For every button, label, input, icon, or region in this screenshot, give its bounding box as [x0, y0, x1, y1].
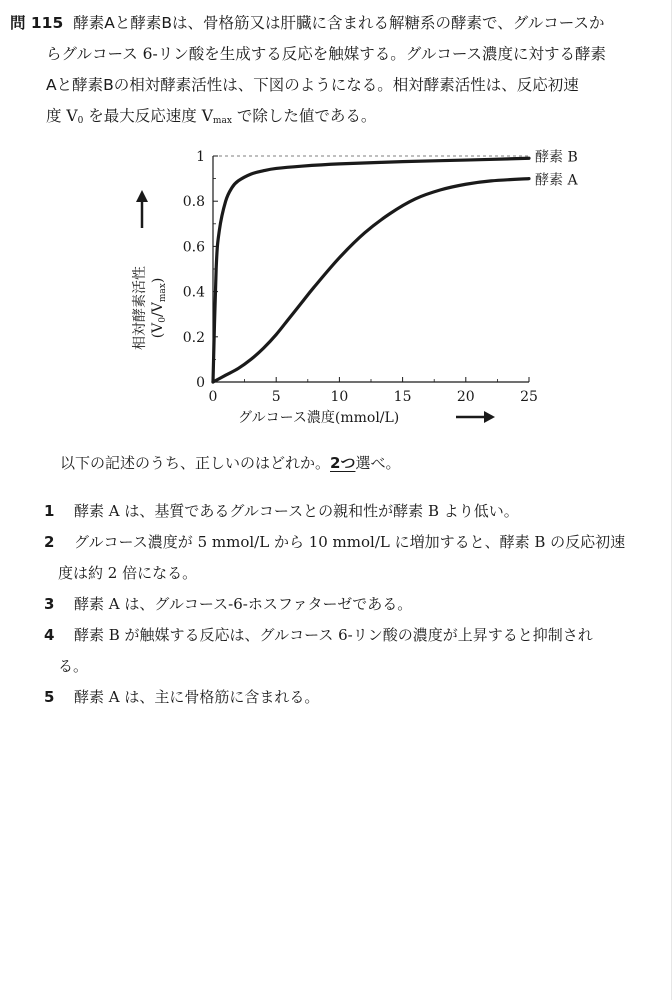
y-axis-label-main: 相対酵素活性	[132, 266, 148, 350]
y-tick-label: 1	[196, 149, 205, 165]
option-5[interactable]	[44, 682, 664, 713]
option-text: 酵素 A は、主に骨格筋に含まれる。	[74, 688, 320, 706]
option-text: 酵素 A は、グルコース-6-ホスファターゼである。	[74, 595, 413, 613]
x-axis-arrow	[456, 411, 495, 423]
stem-text: と酵素	[56, 76, 104, 94]
instruction-text: 以下の記述のうち、正しいのはどれか。	[60, 454, 331, 472]
x-tick-label: 15	[393, 389, 412, 405]
y-tick-label: 0.8	[182, 194, 205, 211]
option-4[interactable]	[44, 620, 664, 682]
option-2[interactable]	[44, 527, 664, 589]
instruction-text: 選べ。	[355, 454, 401, 472]
option-text-continued: る。	[58, 657, 89, 675]
enzyme-a-label: A	[46, 76, 57, 94]
option-3[interactable]	[44, 589, 664, 620]
instruction-count: 2つ	[330, 454, 356, 472]
stem-line-4	[10, 101, 660, 137]
option-text: 酵素 B が触媒する反応は、グルコース 6-リン酸の濃度が上昇すると抑制され	[74, 626, 593, 644]
option-number: 4	[44, 626, 55, 644]
x-tick-label: 5	[271, 389, 281, 405]
x-tick-label: 0	[208, 389, 218, 405]
instruction	[60, 452, 400, 473]
y-axis-arrow	[136, 190, 148, 228]
stem-text: と酵素	[114, 14, 162, 32]
stem-text: を最大反応速度 V	[83, 107, 213, 125]
series-label-enzyme-a: 酵素 A	[535, 172, 578, 189]
option-number: 2	[44, 533, 55, 551]
option-number: 3	[44, 595, 55, 613]
x-axis-label: グルコース濃度(mmol/L)	[238, 410, 400, 426]
x-tick-label: 10	[330, 389, 349, 405]
y-tick-label: 0.2	[182, 329, 205, 346]
option-1[interactable]	[44, 496, 664, 527]
stem-text: は、骨格筋又は肝臓に含まれる解糖系の酵素で、グルコースか	[172, 14, 605, 32]
chart-labels	[535, 148, 578, 188]
y-tick-label: 0.4	[182, 284, 205, 301]
subscript: max	[212, 116, 232, 126]
enzyme-b-label: B	[161, 14, 173, 32]
stem-line-1	[10, 8, 660, 39]
stem-line-2: らグルコース 6-リン酸を生成する反応を触媒する。グルコース濃度に対する酵素	[46, 45, 607, 63]
chart-ticks	[183, 149, 538, 405]
x-tick-label: 20	[456, 389, 475, 405]
y-tick-label: 0.6	[182, 239, 205, 256]
answer-options	[44, 496, 664, 713]
question-number: 問 115	[10, 14, 64, 32]
stem-text: 酵素	[73, 14, 105, 32]
enzyme-a-label: A	[104, 14, 115, 32]
question-stem	[10, 8, 660, 137]
stem-text: 度 V	[46, 107, 78, 125]
subscript: 0	[77, 116, 84, 126]
x-tick-label: 25	[520, 389, 538, 405]
y-axis-label	[131, 266, 168, 350]
stem-text: で除した値である。	[231, 107, 377, 125]
chart-axes	[213, 156, 529, 382]
y-tick-label: 0	[196, 375, 205, 391]
series-line-enzyme-b	[213, 158, 529, 382]
enzyme-b-label: B	[103, 76, 114, 94]
stem-text: の相対酵素活性は、下図のようになる。相対酵素活性は、反応初速	[113, 76, 579, 94]
series-label-enzyme-b: 酵素 B	[535, 149, 578, 166]
stem-line-3	[10, 70, 660, 101]
option-text: グルコース濃度が 5 mmol/L から 10 mmol/L に増加すると、酵素 B の反応初速	[74, 533, 626, 551]
chart-curves	[213, 158, 529, 382]
option-text: 酵素 A は、基質であるグルコースとの親和性が酵素 B より低い。	[74, 502, 519, 520]
option-number: 1	[44, 502, 55, 520]
enzyme-activity-chart	[0, 140, 672, 440]
series-line-enzyme-a	[213, 179, 529, 382]
option-text-continued: 度は約 2 倍になる。	[58, 564, 198, 582]
option-number: 5	[44, 688, 55, 706]
y-axis-label-sub: $(V_0/V_{max})$	[150, 277, 168, 339]
